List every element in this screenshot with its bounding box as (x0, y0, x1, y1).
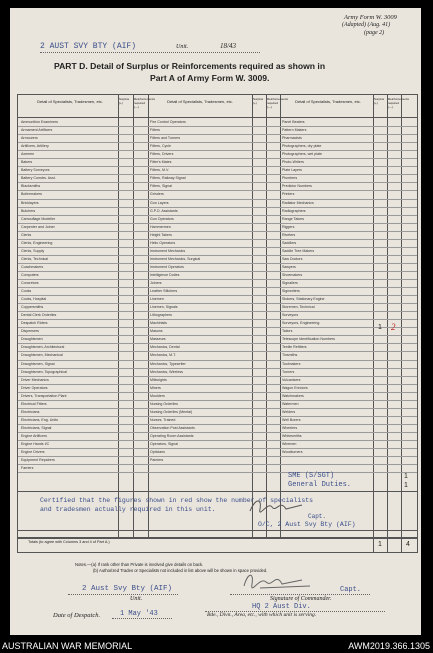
table-row-label: Signallers (282, 281, 298, 285)
table-row-label: Ammunition Examiners (21, 120, 58, 124)
table-row-label: Riveters (282, 232, 296, 237)
table-row-label: Clerks (21, 232, 32, 237)
table-row-label: Nursing Orderlies (Mental) (150, 409, 193, 414)
surveyors-surplus: 1 (378, 324, 382, 331)
table-row-label: Bricklayers (21, 200, 39, 205)
general-duties-label: General Duties. (288, 481, 352, 489)
table-row-label: Electricians, Eng. Units (21, 417, 58, 422)
table-row-label: Armourers (21, 136, 38, 141)
table-row-label: Radiator Mechanics (282, 200, 314, 205)
table-row-label: Draughtsmen (21, 337, 43, 342)
col3-header: Detail of Specialists, Tradesmen, etc. (295, 99, 361, 104)
table-row-label: Vulcanisers (282, 377, 301, 382)
table-row-label: Driver Mechanics (21, 377, 49, 382)
sig-unit-label: Unit. (130, 596, 143, 602)
table-row-label: Electrical Fitters (21, 401, 47, 406)
table-row-label: Instrument Mechanics (150, 248, 186, 253)
table-row-label: Axemen (21, 152, 35, 157)
form-number: Army Form W. 3009 (344, 14, 397, 21)
archive-footer (0, 640, 433, 653)
table-row-label: Drivers, Transportation Plant (21, 393, 67, 398)
sme-label: SME (S/SGT) (288, 472, 335, 480)
table-row-label: Mechanics, M.T. (150, 353, 176, 358)
col2-reinf-header: Reinforcements required (—) (267, 97, 289, 109)
col1-reinf-header: Reinforcements required (—) (134, 97, 156, 109)
table-row-label: Moulders (150, 393, 165, 398)
table-row-label: Gun Layers (150, 200, 169, 205)
table-row-label: Clerks, Engineering (21, 240, 53, 245)
certification-line-1: Certified that the figures shown in red show the number of specialists (40, 497, 314, 504)
table-row-label: Linemen (150, 297, 164, 302)
table-row-label: Pharmacists (282, 136, 302, 141)
table-row-label: Plumbers (282, 176, 298, 181)
notes-line-1: Notes.—(a) If rank other than Private is involved give details on back. (75, 562, 204, 567)
table-row-label: Fitters, M.V. (150, 168, 170, 173)
table-row-label: Driver Operators (21, 385, 48, 390)
table-row-label: Miners (150, 385, 161, 390)
table-row-label: Butchers (21, 208, 36, 213)
table-row-label: Well Borers (282, 417, 301, 422)
table-row-label: Toolmakers (282, 361, 301, 366)
col2-header: Detail of Specialists, Tradesmen, etc. (167, 99, 233, 104)
table-row-label: Storemen, Technical (282, 305, 315, 310)
table-row-label: Masseurs (150, 337, 166, 342)
col3-surplus-header: Surplus (+) (374, 97, 385, 105)
table-row-label: Electricians (21, 409, 40, 414)
table-row-label: Leather Stitchers (150, 289, 178, 294)
commander-signature-2 (240, 568, 320, 592)
table-row-label: Computers (21, 272, 39, 277)
sig-unit-value: 2 Aust Svy Bty (AIF) (82, 585, 173, 593)
total-reinf: 4 (406, 541, 410, 548)
table-row-label: Saw Doctors (282, 256, 303, 261)
table-row-label: Turners (282, 369, 295, 374)
table-row-label: Electricians, Signal (21, 425, 52, 430)
table-row-label: Photographers, dry plate (282, 144, 322, 149)
ref-number: 18/43 (220, 42, 236, 50)
table-row-label: Telescope Identification Numbers (282, 337, 335, 342)
table-row-label: Clerks, Technical (21, 256, 49, 261)
table-row-label: Concretors (21, 281, 39, 285)
table-row-label: Riggers (282, 224, 295, 229)
table-row-label: Intelligence Duties (150, 272, 180, 277)
sme-value: 1 (404, 473, 408, 480)
table-row-label: Camouflage Modeller (21, 216, 56, 221)
table-row-label: Surveyors, Engineering (282, 321, 320, 326)
surveyors-reinf: 2 (391, 322, 396, 332)
table-row-label: Opticians (150, 450, 165, 455)
despatch-date-value: 1 May '43 (120, 610, 158, 618)
table-row-label: Gun Operators (150, 216, 174, 221)
footer-left: AUSTRALIAN WAR MEMORIAL (2, 641, 133, 651)
table-row-label: Fitters, Drivers (150, 152, 174, 157)
table-row-label: Bakers (21, 160, 33, 165)
col3-reinf-header: Reinforcements required (—) (388, 97, 410, 109)
table-row-label: Surveyors (282, 313, 299, 318)
table-row-label: Coppersmiths (21, 305, 44, 310)
table-row-label: Watermen (282, 401, 299, 406)
table-row-label: G.P.O. Assistants (150, 208, 178, 213)
table-row-label: Draughtsmen, Topographical (21, 369, 67, 374)
totals-label: Totals (to agree with Columns 3 and 4 of Part A.) (28, 540, 110, 544)
table-row-label: Instrument Operators (150, 264, 184, 269)
table-row-label: Instrument Mechanics, Surgical (150, 256, 201, 261)
total-surplus: 1 (378, 541, 382, 548)
certification-line-2: and tradesmen actually required in this unit. (40, 506, 216, 513)
table-row-label: Tinsmiths (282, 353, 298, 358)
table-row-label: Clerks, Supply (21, 248, 45, 253)
sig-label: Signature of Commander. (270, 596, 332, 602)
table-row-label: Observation Post Assistants (150, 425, 195, 430)
table-row-label: Wiremen (282, 442, 297, 446)
notes-line-2: (b) Authorized Trades or Specialists not included in list above will be shown in space provided. (93, 568, 268, 573)
table-row-label: Printers (282, 192, 295, 197)
table-row-label: Sawyers (282, 264, 296, 269)
table-row-label: Coachmakers (21, 264, 44, 269)
table-row-label: Stokers, Stationary Engine (282, 297, 325, 302)
table-row-label: Plate Layers (282, 168, 302, 173)
sig-rank: Capt. (340, 586, 362, 594)
table-row-label: Photographers, wet plate (282, 152, 322, 157)
table-row-label: Mechanics, Typewriter (150, 361, 186, 366)
table-row-label: Tailors (282, 329, 293, 334)
table-row-label: Draughtsmen, Mechanical (21, 353, 63, 358)
table-row-label: Hammermen (150, 224, 171, 229)
table-row-label: Mechanics, Wireless (150, 369, 183, 374)
table-row-label: Painters (150, 458, 164, 463)
certification-rank: Capt. (308, 513, 327, 520)
table-row-label: Linemen, Signals (150, 305, 178, 310)
table-row-label: Engine Artificers (21, 433, 47, 438)
table-row-label: Cooks, Hospital (21, 297, 47, 302)
hq-label: Bde., Divn., Area, etc., with which unit is serving. (207, 612, 317, 618)
table-row-label: Armament Artificers (21, 128, 53, 133)
table-row-label: Mechanics, Dental (150, 345, 180, 350)
totals-row (17, 537, 418, 553)
table-row-label: Whitesmiths (282, 433, 302, 438)
table-row-label: Joiners (150, 281, 162, 285)
table-row-label: Masons (150, 329, 163, 334)
table-row-label: Wheelers (282, 425, 298, 430)
general-duties-value: 1 (404, 482, 408, 489)
table-row-label: Machinists (150, 321, 167, 326)
table-row-label: Grinders (150, 192, 164, 197)
table-row-label: Signwriters (282, 289, 300, 294)
table-row-label: Equipment Repairers (21, 458, 55, 463)
table-row-label: Despatch Riders (21, 321, 48, 326)
table-row-label: Artificers, Artillery (21, 144, 49, 149)
table-row-label: Fitters, Signal (150, 184, 172, 189)
table-row-label: Saddlers (282, 240, 297, 245)
unit-typed: 2 AUST SVY BTY (AIF) (40, 42, 137, 51)
table-row-label: Textile Refitters (282, 345, 307, 350)
table-row-label: Farriers (21, 466, 34, 471)
form-adapted: (Adapted) (Aug. 41) (342, 22, 391, 28)
table-row-label: Watchmakers (282, 393, 304, 398)
table-row-label: Range Takers (282, 216, 305, 221)
table-row-label: Blacksmiths (21, 184, 41, 189)
table-row-label: Cooks (21, 289, 32, 294)
table-row-label: Draughtsmen, Architectural (21, 345, 65, 350)
table-row-label: Woodturners (282, 450, 303, 455)
table-row-label: Fitters and Turners (150, 136, 181, 141)
col2-surplus-header: Surplus (+) (253, 97, 264, 105)
hq-value: HQ 2 Aust Div. (252, 603, 311, 611)
footer-right: AWM2019.366.1305 (348, 641, 430, 651)
table-row-label: Battery Comdrs. Asst. (21, 176, 56, 181)
table-row-label: Photo-Writers (282, 160, 304, 165)
table-row-label: Operators, Signal (150, 442, 178, 446)
despatch-date-label: Date of Despatch. (53, 612, 101, 619)
table-row-label: Saddle Tree Makers (282, 248, 315, 253)
col1-surplus-header: Surplus (+) (119, 97, 130, 105)
table-row-label: Fitters, Cycle (150, 144, 171, 149)
table-row-label: Millwrights (150, 377, 167, 382)
table-row-label: Nurses, Trained (150, 417, 176, 422)
table-row-label: Carpenter and Joiner (21, 224, 55, 229)
table-row-label: Wagon Erectors (282, 385, 308, 390)
unit-label: Unit. (176, 44, 189, 50)
table-row-label: Shoemakers (282, 272, 303, 277)
part-title-1: PART D. Detail of Surplus or Reinforcements required as shown in (54, 61, 326, 71)
table-row-label: Boilermakers (21, 192, 42, 197)
table-row-label: Radiographers (282, 208, 306, 213)
table-row-label: Engine Hands I/C (21, 442, 50, 446)
table-row-label: Fitters (150, 128, 160, 133)
table-row-label: Fitter's Mates (150, 160, 172, 165)
table-row-label: Dispensers (21, 329, 39, 334)
certification-unit: O/C, 2 Aust Svy Bty (AIF) (258, 521, 356, 528)
table-row-label: Nursing Orderlies (150, 401, 178, 406)
table-row-label: Height Takers (150, 232, 172, 237)
table-row-label: Draughtsmen, Signal (21, 361, 55, 366)
table-row-label: Battery Surveyors (21, 168, 50, 173)
commander-signature-1 (246, 495, 306, 517)
table-row-label: Fitters, Railway Signal (150, 176, 186, 181)
specialists-table (17, 94, 418, 539)
form-page: (page 2) (364, 30, 385, 36)
table-row-label: Predictor Numbers (282, 184, 312, 189)
table-row-label: Panel Beaters (282, 120, 305, 124)
row-divider (18, 472, 417, 473)
table-row-label: Welders (282, 409, 296, 414)
table-row-label: Pattern Makers (282, 128, 307, 133)
unit-underline (40, 52, 260, 53)
table-row-label: Operating Room Assistants (150, 433, 194, 438)
table-row-label: Helio Operators (150, 240, 176, 245)
part-title-2: Part A of Army Form W. 3009. (150, 73, 270, 83)
table-row-label: Lithographers (150, 313, 172, 318)
table-row-label: Fire Control Operators (150, 120, 186, 124)
col1-header: Detail of Specialists, Tradesmen, etc. (37, 99, 103, 104)
table-row-label: Dental Clerk Orderlies (21, 313, 57, 318)
table-row-label: Engine Drivers (21, 450, 45, 455)
